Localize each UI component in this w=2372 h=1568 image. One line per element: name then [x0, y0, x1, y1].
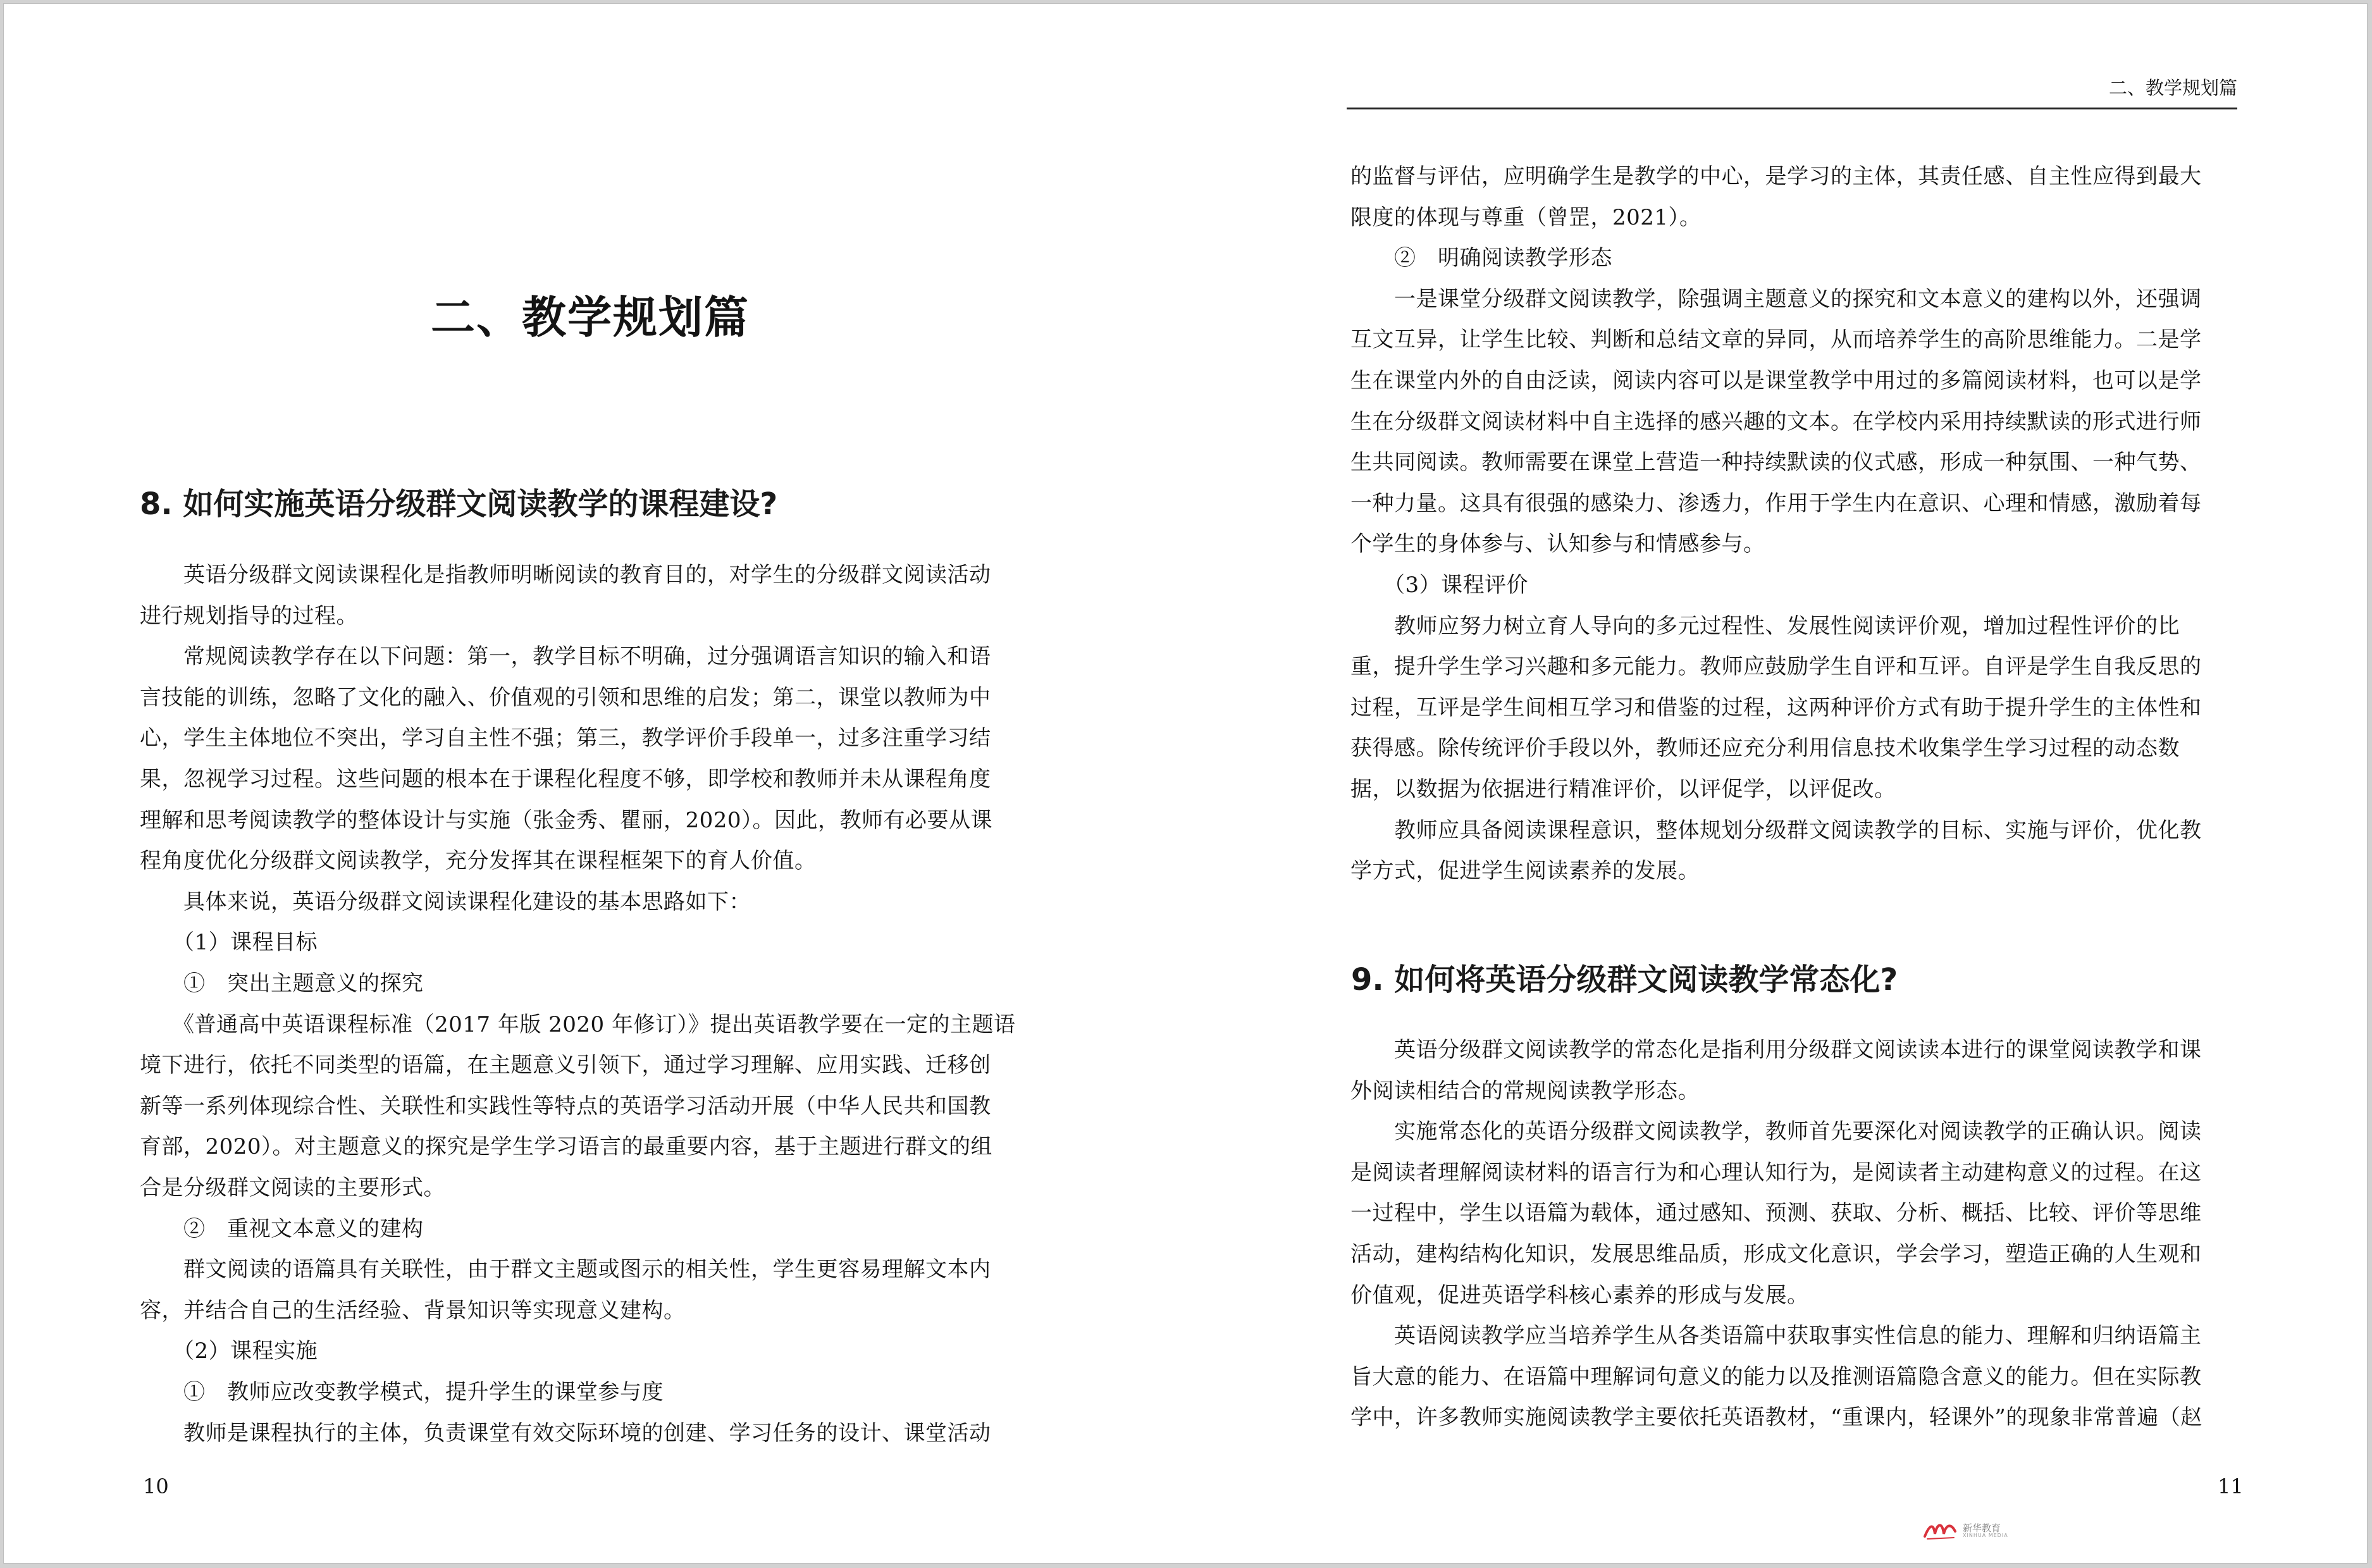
publisher-logo-icon	[1922, 1519, 1960, 1541]
body-text-line: 重，提升学生学习兴趣和多元能力。教师应鼓励学生自评和互评。自评是学生自我反思的	[1350, 654, 2202, 680]
body-text-line: 群文阅读的语篇具有关联性，由于群文主题或图示的相关性，学生更容易理解文本内	[140, 1257, 991, 1283]
publisher-logo-name: 新华教育	[1963, 1522, 2001, 1534]
publisher-logo-sub: XINHUA MEDIA	[1963, 1533, 2008, 1538]
running-header	[1347, 78, 2237, 109]
body-text-line: 境下进行，依托不同类型的语篇，在主题意义引领下，通过学习理解、应用实践、迁移创	[140, 1053, 991, 1078]
section-heading-8: 8. 如何实施英语分级群文阅读教学的课程建设?	[140, 486, 778, 522]
body-text-line: 外阅读相结合的常规阅读教学形态。	[1350, 1078, 1700, 1104]
page-number-left: 10	[143, 1474, 169, 1498]
body-text-line: ② 重视文本意义的建构	[140, 1216, 424, 1242]
body-text-line: 英语分级群文阅读课程化是指教师明晰阅读的教育目的，对学生的分级群文阅读活动	[140, 562, 991, 588]
body-text-line: 个学生的身体参与、认知参与和情感参与。	[1350, 531, 1765, 557]
body-text-line: 旨大意的能力、在语篇中理解词句意义的能力以及推测语篇隐含意义的能力。但在实际教	[1350, 1364, 2202, 1390]
body-text-line: 据，以数据为依据进行精准评价，以评促学，以评促改。	[1350, 777, 1896, 802]
body-text-line: ② 明确阅读教学形态	[1350, 245, 1612, 271]
body-text-line: 容，并结合自己的生活经验、背景知识等实现意义建构。	[140, 1297, 686, 1323]
body-text-line: 《普通高中英语课程标准（2017 年版 2020 年修订）》提出英语教学要在一定的主题语	[140, 1011, 1016, 1037]
body-text-line: 价值观，促进英语学科核心素养的形成与发展。	[1350, 1282, 1809, 1308]
body-text-line: （1）课程目标	[140, 930, 318, 956]
body-text-line: 教师是课程执行的主体，负责课堂有效交际环境的创建、学习任务的设计、课堂活动	[140, 1420, 991, 1446]
body-text-line: 过程，互评是学生间相互学习和借鉴的过程，这两种评价方式有助于提升学生的主体性和	[1350, 694, 2202, 720]
body-text-line: 生在分级群文阅读材料中自主选择的感兴趣的文本。在学校内采用持续默读的形式进行师	[1350, 409, 2202, 435]
running-header-text: 二、教学规划篇	[2108, 77, 2237, 99]
book-spread	[3, 3, 2368, 1564]
body-text-line: 生共同阅读。教师需要在课堂上营造一种持续默读的仪式感，形成一种氛围、一种气势、	[1350, 450, 2202, 476]
body-text-line: 教师应具备阅读课程意识，整体规划分级群文阅读教学的目标、实施与评价，优化教	[1350, 817, 2202, 843]
body-text-line: 活动，建构结构化知识，发展思维品质，形成文化意识，学会学习，塑造正确的人生观和	[1350, 1242, 2202, 1267]
body-text-line: 教师应努力树立育人导向的多元过程性、发展性阅读评价观，增加过程性评价的比	[1350, 613, 2180, 639]
body-text-line: 的监督与评估，应明确学生是教学的中心，是学习的主体，其责任感、自主性应得到最大	[1350, 164, 2202, 189]
body-text-line: ① 突出主题意义的探究	[140, 971, 424, 996]
chapter-title: 二、教学规划篇	[431, 291, 750, 343]
body-text-line: 果，忽视学习过程。这些问题的根本在于课程化程度不够，即学校和教师并未从课程角度	[140, 767, 991, 792]
body-text-line: 常规阅读教学存在以下问题：第一，教学目标不明确，过分强调语言知识的输入和语	[140, 644, 991, 670]
page-number-right: 11	[2218, 1474, 2244, 1498]
body-text-line: 学方式，促进学生阅读素养的发展。	[1350, 858, 1700, 884]
header-rule	[1347, 108, 2237, 109]
body-text-line: 程角度优化分级群文阅读教学，充分发挥其在课程框架下的育人价值。	[140, 848, 817, 874]
body-text-line: 英语分级群文阅读教学的常态化是指利用分级群文阅读读本进行的课堂阅读教学和课	[1350, 1037, 2202, 1063]
body-text-line: （2）课程实施	[140, 1338, 318, 1364]
body-text-line: 实施常态化的英语分级群文阅读教学，教师首先要深化对阅读教学的正确认识。阅读	[1350, 1119, 2202, 1145]
body-text-line: 互文互异，让学生比较、判断和总结文章的异同，从而培养学生的高阶思维能力。二是学	[1350, 327, 2202, 353]
section-heading-9: 9. 如何将英语分级群文阅读教学常态化?	[1351, 962, 1898, 997]
body-text-line: 限度的体现与尊重（曾罡，2021）。	[1350, 204, 1702, 230]
body-text-line: 获得感。除传统评价手段以外，教师还应充分利用信息技术收集学生学习过程的动态数	[1350, 736, 2180, 762]
body-text-line: 学中，许多教师实施阅读教学主要依托英语教材，“重课内，轻课外”的现象非常普遍（赵	[1350, 1405, 2202, 1431]
body-text-line: 理解和思考阅读教学的整体设计与实施（张金秀、瞿丽，2020）。因此，教师有必要从课	[140, 807, 993, 833]
body-text-line: ① 教师应改变教学模式，提升学生的课堂参与度	[140, 1380, 664, 1405]
body-text-line: 合是分级群文阅读的主要形式。	[140, 1175, 445, 1201]
body-text-line: 一是课堂分级群文阅读教学，除强调主题意义的探究和文本意义的建构以外，还强调	[1350, 286, 2202, 312]
body-text-line: 英语阅读教学应当培养学生从各类语篇中获取事实性信息的能力、理解和归纳语篇主	[1350, 1323, 2202, 1349]
body-text-line: 一过程中，学生以语篇为载体，通过感知、预测、获取、分析、概括、比较、评价等思维	[1350, 1201, 2202, 1226]
body-text-line: 育部，2020）。对主题意义的探究是学生学习语言的最重要内容，基于主题进行群文的组	[140, 1134, 993, 1160]
body-text-line: 生在课堂内外的自由泛读，阅读内容可以是课堂教学中用过的多篇阅读材料，也可以是学	[1350, 368, 2202, 393]
body-text-line: 是阅读者理解阅读材料的语言行为和心理认知行为，是阅读者主动建构意义的过程。在这	[1350, 1159, 2202, 1185]
body-text-line: （3）课程评价	[1350, 572, 1529, 598]
body-text-line: 一种力量。这具有很强的感染力、渗透力，作用于学生内在意识、心理和情感，激励着每	[1350, 490, 2202, 516]
body-text-line: 进行规划指导的过程。	[140, 603, 358, 629]
body-text-line: 新等一系列体现综合性、关联性和实践性等特点的英语学习活动开展（中华人民共和国教	[140, 1093, 991, 1119]
body-text-line: 心，学生主体地位不突出，学习自主性不强；第三，教学评价手段单一，过多注重学习结	[140, 725, 991, 751]
body-text-line: 言技能的训练，忽略了文化的融入、价值观的引领和思维的启发；第二，课堂以教师为中	[140, 684, 991, 710]
publisher-logo	[1922, 1519, 2008, 1544]
body-text-line: 具体来说，英语分级群文阅读课程化建设的基本思路如下：	[140, 889, 751, 915]
